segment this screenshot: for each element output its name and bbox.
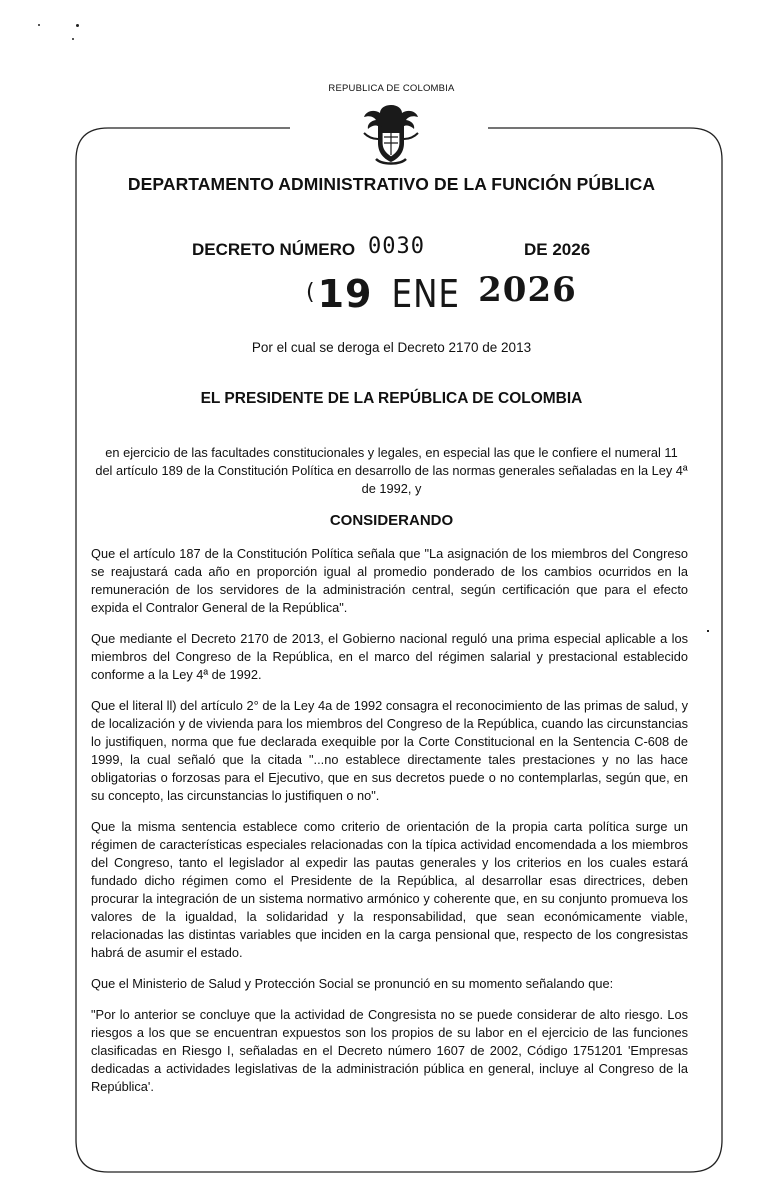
paragraph: Que mediante el Decreto 2170 de 2013, el Gobierno nacional reguló una prima especial aplicable a los miembros del Congreso de la República, en el marco del régimen salarial y prestacional establecido conforme a la Ley 4ª de 1992.: [91, 631, 688, 682]
date-stamp: [306, 270, 577, 316]
date-stamp-day: 19: [317, 272, 373, 316]
decree-label: DECRETO NÚMERO: [192, 240, 356, 259]
considering-heading: CONSIDERANDO: [329, 512, 454, 529]
decree-year: DE 2026: [524, 240, 591, 259]
scan-speck: [76, 24, 79, 27]
paragraph: Que el Ministerio de Salud y Protección Social se pronunció en su momento señalando que:: [91, 976, 614, 991]
paragraph: Que la misma sentencia establece como criterio de orientación de la propia carta política surge un régimen de características especiales relacionadas con la típica actividad encomendada a los miembros del Congreso, tanto el legislador al expedir las pautas generales y los criterios en los cuales estará fundado dicho régimen como el Presidente de la República, al desarrollar esas directrices, deben procurar la integración de un sistema normativo armónico y coherente que, en su conjunto promueva los valores de la igualdad, la solidaridad y la responsabilidad, que sean económicamente viable, relacionadas las distintas variables que inciden en la carga pensional que, respecto de los congresistas habrá de asumir el estado.: [91, 819, 688, 960]
decree-subject: Por el cual se deroga el Decreto 2170 de 2013: [251, 340, 532, 355]
paragraph: Que el literal ll) del artículo 2° de la Ley 4a de 1992 consagra el reconocimiento de las primas de salud, y de localización y de vivienda para los miembros del Congreso de la República, cuando las circunstancias lo justifiquen, norma que fue declarada exequible por la Corte Constitucional en la Sentencia C-608 de 1999, la cual señaló que la citada "...no establece directamente tales prestaciones y no las hace obligatorias o forzosas para el Ejecutivo, que en sus decretos puede o no contemplarlas, según que, en su concepto, las circunstancias lo justifiquen o no".: [91, 698, 688, 803]
department-title: DEPARTAMENTO ADMINISTRATIVO DE LA FUNCIÓN PÚBLICA: [127, 174, 656, 194]
coat-of-arms-icon: [358, 103, 424, 167]
paragraph: Que el artículo 187 de la Constitución Política señala que "La asignación de los miembros del Congreso se reajustará cada año en proporción igual al promedio ponderado de los cambios ocurridos en la remuneración de los servidores de la administración central, según certificación que para el efecto expida el Contralor General de la República".: [91, 546, 688, 615]
date-stamp-month: ENE: [391, 272, 460, 316]
date-stamp-year: 2026: [478, 270, 577, 310]
issuer-title: EL PRESIDENTE DE LA REPÚBLICA DE COLOMBIA: [200, 390, 583, 407]
country-name: REPUBLICA DE COLOMBIA: [328, 83, 455, 94]
paragraph-quote: "Por lo anterior se concluye que la actividad de Congresista no se puede considerar de alto riesgo. Los riesgos a los que se encuentran expuestos son los propios de su labor en el ejercicio de las funciones clasificadas en Riesgo I, señaladas en el Decreto número 1607 de 2002, Código 1751201 'Empresas dedicadas a actividades legislativas de la administración pública en general, incluye al Congreso de la República'.: [91, 1007, 688, 1094]
scan-speck: [72, 38, 74, 40]
decree-number: 0030: [368, 234, 425, 259]
date-stamp-paren: (: [306, 280, 316, 305]
scan-speck: [38, 24, 40, 26]
considering-body: [91, 545, 688, 1109]
scan-speck: [707, 630, 709, 632]
faculties-text: en ejercicio de las facultades constitucionales y legales, en especial las que le confiere el numeral 11 del artículo 189 de la Constitución Política en desarrollo de las normas generales señaladas en la Ley 4ª de 1992, y: [95, 445, 688, 496]
